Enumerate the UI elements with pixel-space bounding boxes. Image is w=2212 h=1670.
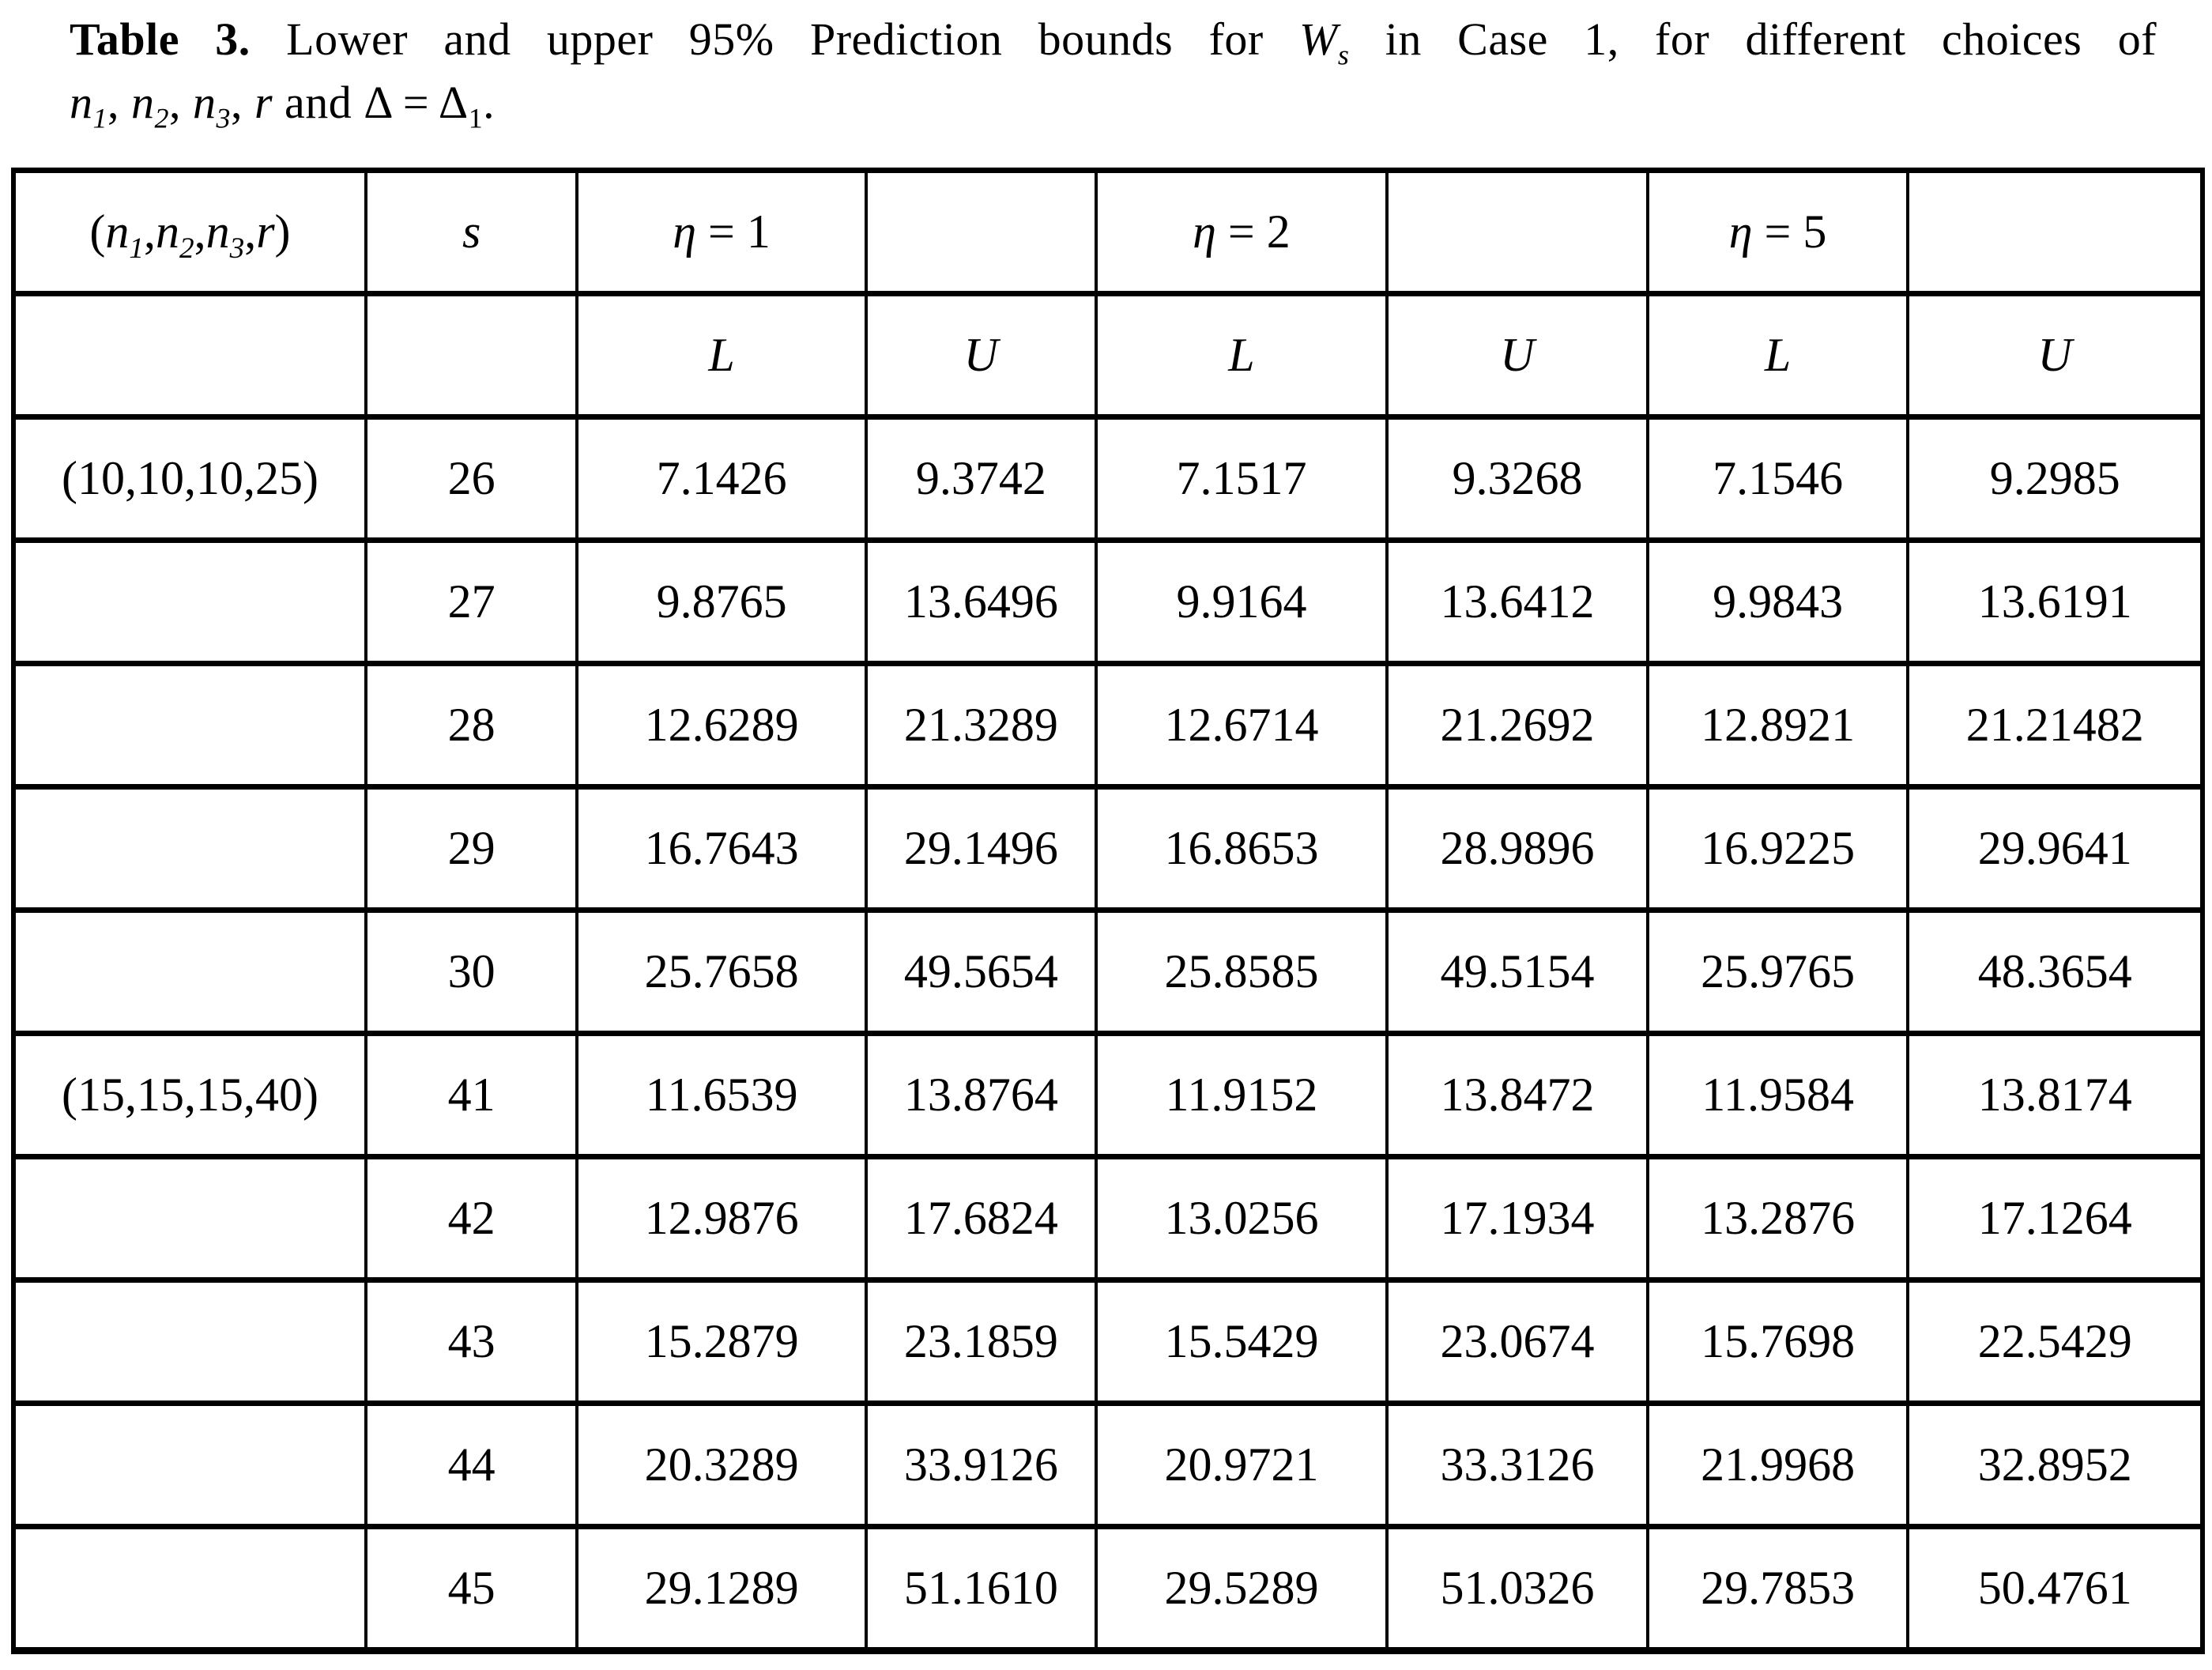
table-row (13, 541, 2203, 664)
col-header-blank (366, 294, 577, 417)
value-cell: 23.1859 (866, 1280, 1096, 1404)
s-cell: 45 (366, 1527, 577, 1651)
value-cell: 29.1496 (866, 787, 1096, 910)
value-cell: 13.8174 (1908, 1034, 2203, 1157)
value-cell: 51.1610 (866, 1527, 1096, 1651)
table-body (13, 171, 2203, 1651)
group-cell (13, 910, 366, 1034)
value-cell: 16.7643 (577, 787, 866, 910)
header-row-eta (13, 171, 2203, 294)
table-row (13, 417, 2203, 541)
value-cell: 25.7658 (577, 910, 866, 1034)
s-cell: 29 (366, 787, 577, 910)
value-cell: 12.9876 (577, 1157, 866, 1280)
value-cell: 29.1289 (577, 1527, 866, 1651)
col-header-sample-sizes: $(n_1,n_2,n_3,r)$ (13, 171, 366, 294)
s-cell: 26 (366, 417, 577, 541)
value-cell: 7.1546 (1648, 417, 1909, 541)
table-row (13, 1034, 2203, 1157)
group-cell (13, 1157, 366, 1280)
col-header-eta-2: η = 2 (1096, 171, 1387, 294)
value-cell: 15.2879 (577, 1280, 866, 1404)
value-cell: 15.7698 (1648, 1280, 1909, 1404)
value-cell: 29.5289 (1096, 1527, 1387, 1651)
value-cell: 13.0256 (1096, 1157, 1387, 1280)
value-cell: 20.9721 (1096, 1404, 1387, 1527)
s-cell: 42 (366, 1157, 577, 1280)
value-cell: 17.1264 (1908, 1157, 2203, 1280)
value-cell: 22.5429 (1908, 1280, 2203, 1404)
value-cell: 48.3654 (1908, 910, 2203, 1034)
s-cell: 28 (366, 664, 577, 787)
table-row (13, 910, 2203, 1034)
value-cell: 9.9164 (1096, 541, 1387, 664)
caption-line-1: Table 3. Lower and upper 95% Prediction bounds for $W_s$ in Case 1, for different choices of (70, 13, 2157, 71)
value-cell: 9.9843 (1648, 541, 1909, 664)
table-row (13, 664, 2203, 787)
col-header-eta-5: η = 5 (1648, 171, 1909, 294)
value-cell: 29.7853 (1648, 1527, 1909, 1651)
s-cell: 30 (366, 910, 577, 1034)
value-cell: 51.0326 (1387, 1527, 1648, 1651)
value-cell: 29.9641 (1908, 787, 2203, 910)
col-header-blank (866, 171, 1096, 294)
col-header-blank (13, 294, 366, 417)
col-header-lower: L (1648, 294, 1909, 417)
value-cell: 25.8585 (1096, 910, 1387, 1034)
s-cell: 41 (366, 1034, 577, 1157)
value-cell: 20.3289 (577, 1404, 866, 1527)
value-cell: 12.6289 (577, 664, 866, 787)
table-row (13, 1280, 2203, 1404)
value-cell: 33.9126 (866, 1404, 1096, 1527)
value-cell: 16.9225 (1648, 787, 1909, 910)
value-cell: 17.1934 (1387, 1157, 1648, 1280)
value-cell: 33.3126 (1387, 1404, 1648, 1527)
value-cell: 15.5429 (1096, 1280, 1387, 1404)
value-cell: 21.2692 (1387, 664, 1648, 787)
group-cell (13, 664, 366, 787)
value-cell: 21.21482 (1908, 664, 2203, 787)
group-cell: (10,10,10,25) (13, 417, 366, 541)
table-row (13, 1404, 2203, 1527)
value-cell: 21.3289 (866, 664, 1096, 787)
s-cell: 44 (366, 1404, 577, 1527)
col-header-upper: U (866, 294, 1096, 417)
value-cell: 13.6496 (866, 541, 1096, 664)
value-cell: 13.6412 (1387, 541, 1648, 664)
value-cell: 7.1426 (577, 417, 866, 541)
value-cell: 21.9968 (1648, 1404, 1909, 1527)
col-header-blank (1908, 171, 2203, 294)
value-cell: 11.9584 (1648, 1034, 1909, 1157)
col-header-upper: U (1387, 294, 1648, 417)
value-cell: 49.5654 (866, 910, 1096, 1034)
table-row (13, 1157, 2203, 1280)
caption-line-2: $n_1$, $n_2$, $n_3$, r and $\Delta = \Delta_1$. (70, 77, 496, 134)
group-cell (13, 541, 366, 664)
value-cell: 9.8765 (577, 541, 866, 664)
s-cell: 27 (366, 541, 577, 664)
group-cell: (15,15,15,40) (13, 1034, 366, 1157)
value-cell: 9.2985 (1908, 417, 2203, 541)
table-row (13, 1527, 2203, 1651)
value-cell: 9.3268 (1387, 417, 1648, 541)
col-header-s: s (366, 171, 577, 294)
col-header-upper: U (1908, 294, 2203, 417)
group-cell (13, 1280, 366, 1404)
value-cell: 50.4761 (1908, 1527, 2203, 1651)
value-cell: 11.9152 (1096, 1034, 1387, 1157)
prediction-bounds-table (11, 168, 2205, 1654)
value-cell: 17.6824 (866, 1157, 1096, 1280)
value-cell: 13.8472 (1387, 1034, 1648, 1157)
value-cell: 11.6539 (577, 1034, 866, 1157)
value-cell: 13.2876 (1648, 1157, 1909, 1280)
value-cell: 23.0674 (1387, 1280, 1648, 1404)
col-header-lower: L (577, 294, 866, 417)
group-cell (13, 1527, 366, 1651)
value-cell: 12.8921 (1648, 664, 1909, 787)
value-cell: 25.9765 (1648, 910, 1909, 1034)
value-cell: 9.3742 (866, 417, 1096, 541)
value-cell: 32.8952 (1908, 1404, 2203, 1527)
table-caption (70, 8, 2157, 134)
table-row (13, 787, 2203, 910)
value-cell: 28.9896 (1387, 787, 1648, 910)
header-row-bounds (13, 294, 2203, 417)
group-cell (13, 787, 366, 910)
value-cell: 7.1517 (1096, 417, 1387, 541)
s-cell: 43 (366, 1280, 577, 1404)
value-cell: 49.5154 (1387, 910, 1648, 1034)
value-cell: 13.8764 (866, 1034, 1096, 1157)
value-cell: 16.8653 (1096, 787, 1387, 910)
value-cell: 13.6191 (1908, 541, 2203, 664)
col-header-lower: L (1096, 294, 1387, 417)
col-header-eta-1: η = 1 (577, 171, 866, 294)
col-header-blank (1387, 171, 1648, 294)
group-cell (13, 1404, 366, 1527)
value-cell: 12.6714 (1096, 664, 1387, 787)
